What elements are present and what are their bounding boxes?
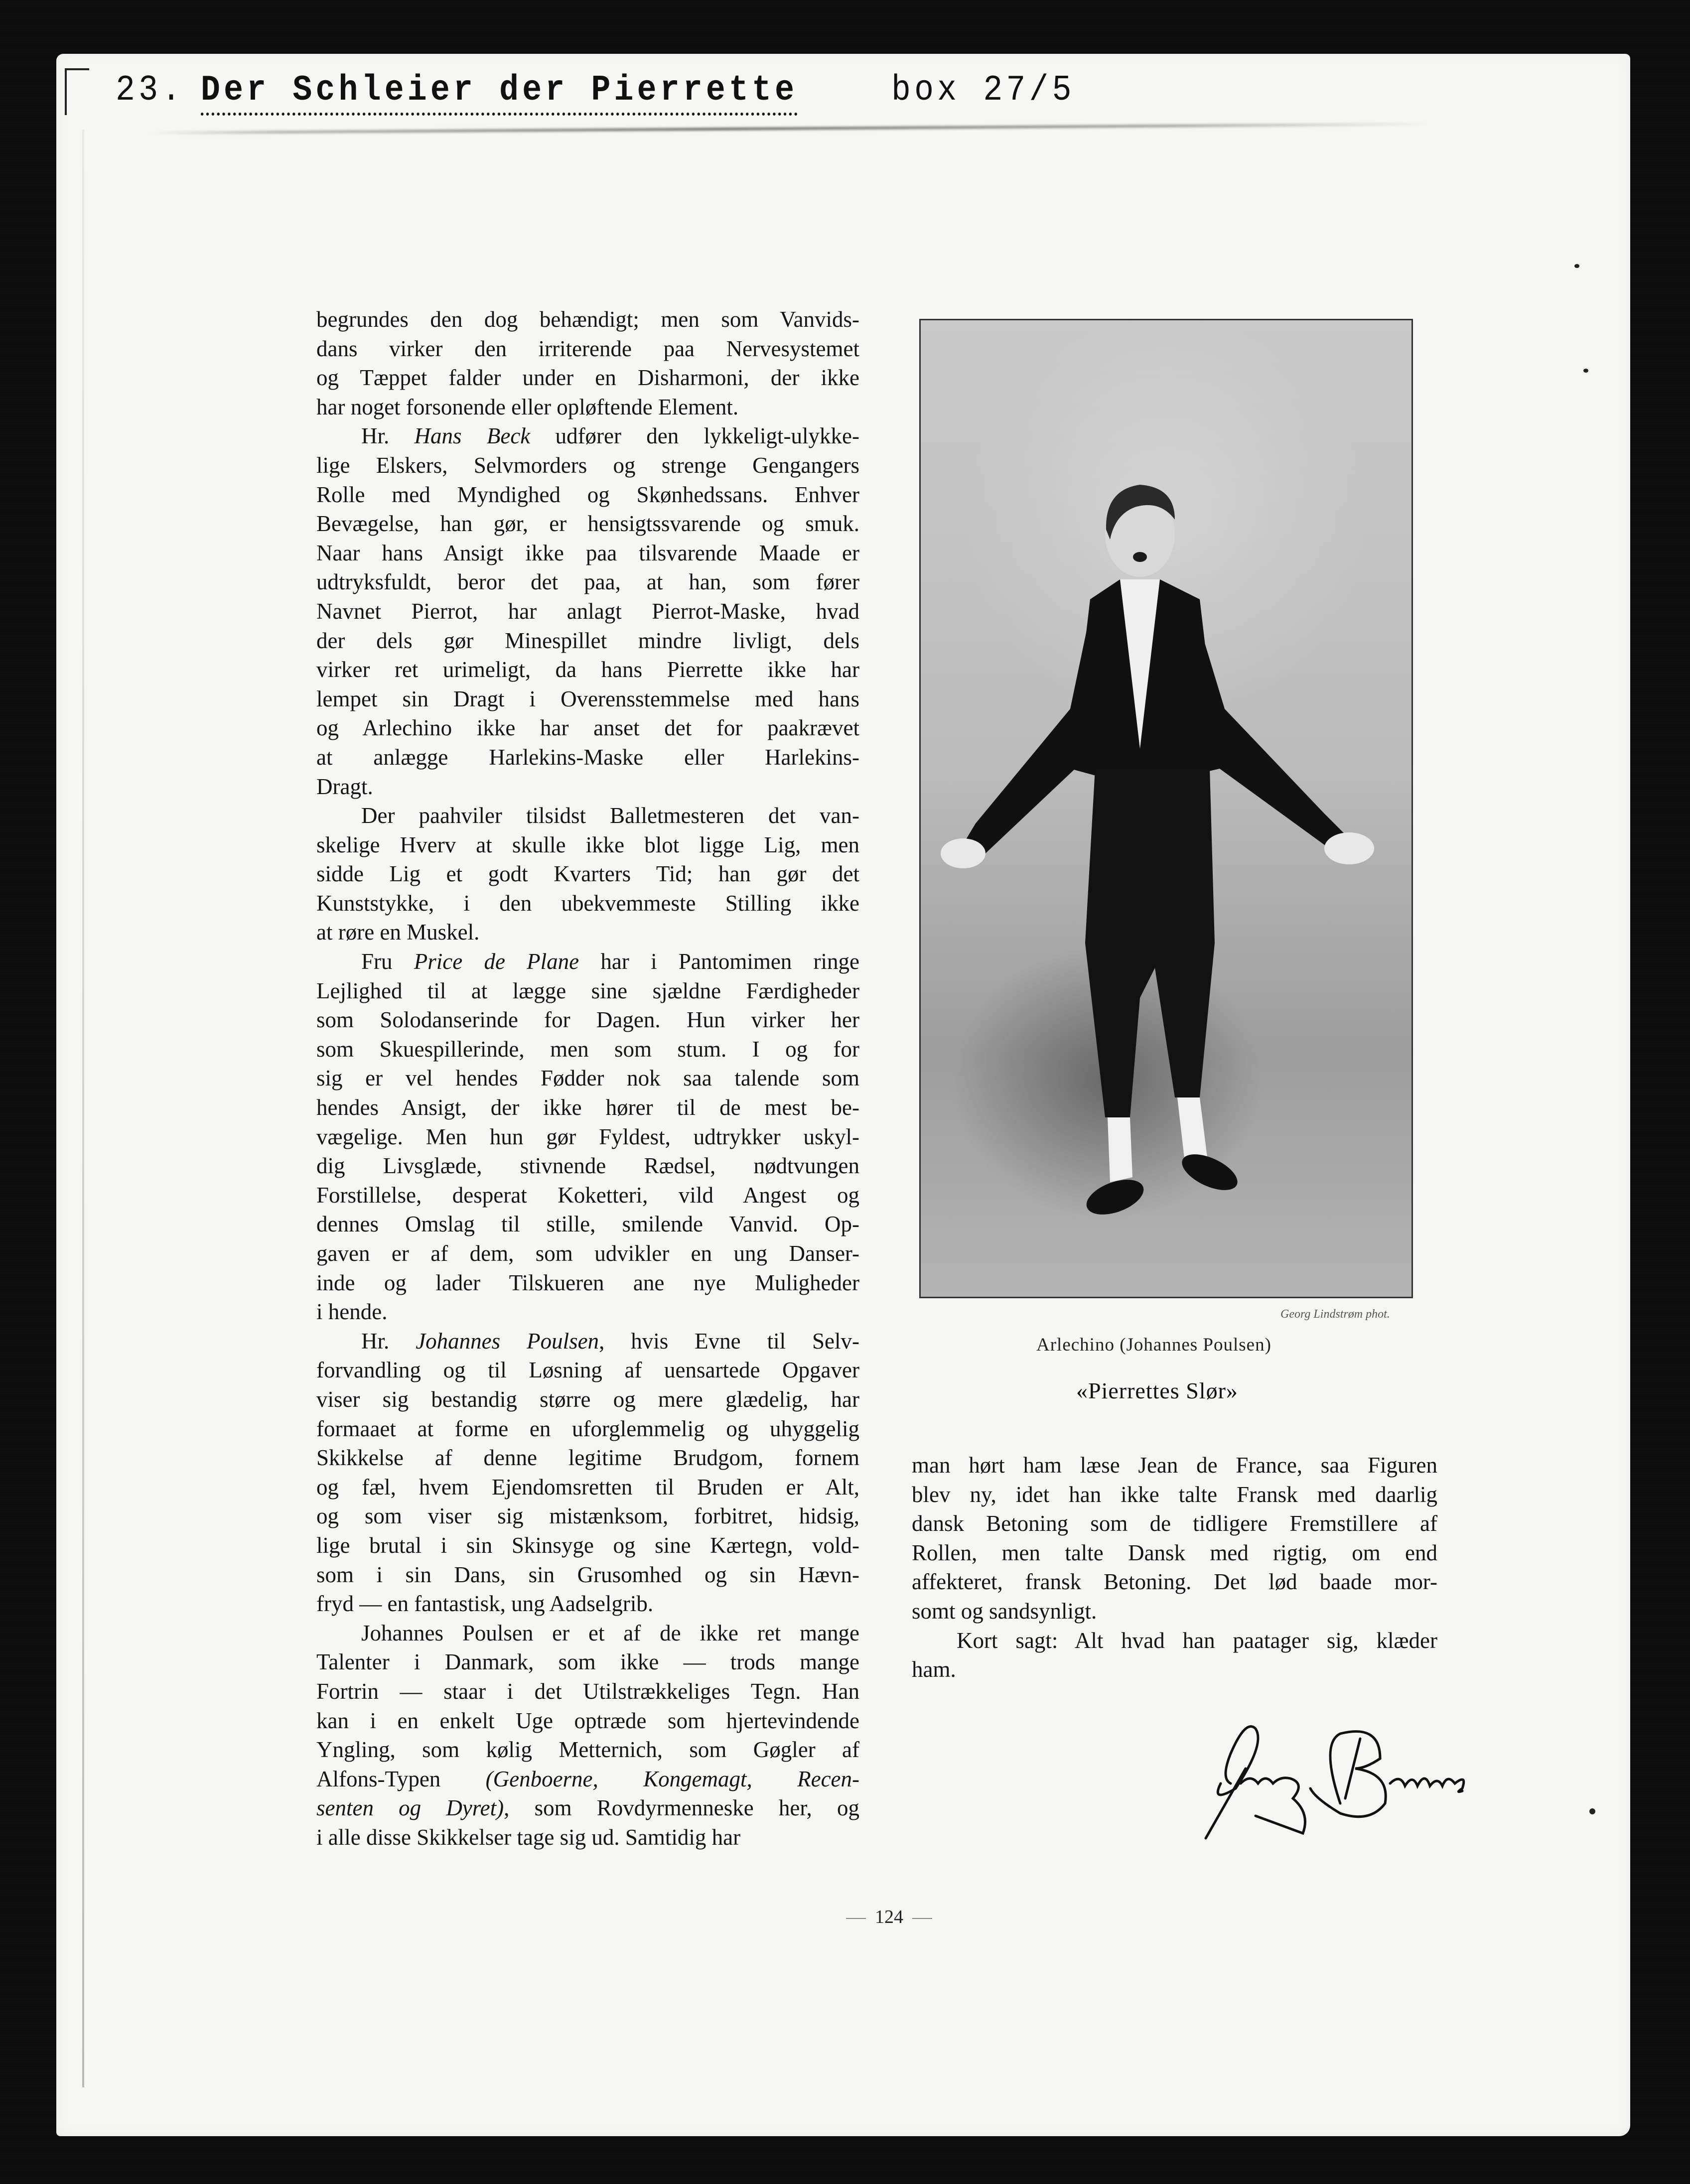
text-line: Bevægelse, han gør, er hensigtssvarende og smuk.	[316, 511, 859, 537]
figure-trousers	[1085, 769, 1215, 1117]
photo-arlechino	[919, 319, 1413, 1298]
text-line: man hørt ham læse Jean de France, saa Figuren	[912, 1453, 1437, 1478]
text-line: affekteret, fransk Betoning. Det lød baade mor-	[912, 1569, 1437, 1595]
text-line: gaven er af dem, som udvikler en ung Danser-	[316, 1241, 859, 1266]
text-line: Skikkelse af denne legitime Brudgom, fornem	[316, 1445, 859, 1471]
paragraph	[316, 801, 859, 947]
text-line: Fru Price de Plane har i Pantomimen ringe	[361, 949, 860, 974]
text-line: formaaet at forme en uforglemmelig og uhyggelig	[316, 1416, 859, 1441]
text-line: og fæl, hvem Ejendomsretten til Bruden er Alt,	[316, 1474, 859, 1500]
text-line: at røre en Muskel.	[316, 920, 480, 945]
text-line: udtryksfuldt, beror det paa, at han, som fører	[316, 569, 859, 595]
paragraph	[316, 947, 859, 1327]
italic-name: Hans Beck	[414, 423, 531, 449]
text-line: Lejlighed til at lægge sine sjældne Færdigheder	[316, 978, 859, 1003]
text-line: lige Elskers, Selvmorders og strenge Gengangers	[316, 452, 859, 478]
text-line: og Tæppet falder under en Disharmoni, der ikke	[316, 365, 859, 391]
text-line: viser sig bestandig større og mere glædelig, har	[316, 1386, 859, 1412]
corner-bracket-mark	[65, 68, 89, 115]
text-line: blev ny, idet han ikke talte Fransk med daarlig	[912, 1482, 1437, 1507]
text-line: inde og lader Tilskueren ane nye Muligheder	[316, 1270, 859, 1295]
paragraph	[912, 1451, 1437, 1626]
paragraph	[316, 421, 859, 801]
text-line: hendes Ansigt, der ikke hører til de mest be-	[316, 1095, 859, 1120]
text-line: Hr. Hans Beck udfører den lykkeligt-ulykke-	[361, 423, 859, 449]
page-number-dash-left	[846, 1918, 866, 1919]
text-line: Talenter i Danmark, som ikke — trods mange	[316, 1649, 859, 1675]
text-line: og Arlechino ikke har anset det for paakrævet	[316, 715, 859, 741]
text-line: som Solodanserinde for Dagen. Hun virker her	[316, 1007, 859, 1033]
text-line: som i sin Dans, sin Grusomhed og sin Hævn-	[316, 1562, 859, 1587]
page-number-dash-right	[912, 1918, 932, 1919]
text-line: dansk Betoning som de tidligere Fremstillere af	[912, 1511, 1437, 1536]
text-line: ham.	[912, 1657, 956, 1682]
text-line: og som viser sig mistænksom, forbitret, hidsig,	[316, 1503, 859, 1529]
text-line: dennes Omslag til stille, smilende Vanvid. Op-	[316, 1212, 859, 1237]
figure-right-hand	[1324, 832, 1374, 864]
text-line: fryd — en fantastisk, ung Aadselgrib.	[316, 1591, 654, 1617]
text-line: lempet sin Dragt i Overensstemmelse med hans	[316, 686, 859, 711]
text-line: Hr. Johannes Poulsen, hvis Evne til Selv-	[361, 1328, 860, 1354]
text-line: somt og sandsynligt.	[912, 1598, 1097, 1624]
photo-credit: Georg Lindstrøm phot.	[1280, 1308, 1390, 1321]
paragraph	[316, 1619, 859, 1852]
page-gutter-shadow	[82, 130, 84, 2087]
text-line: kan i en enkelt Uge optræde som hjertevindende	[316, 1708, 859, 1733]
text-line: Rolle med Myndighed og Skønhedssans. Enhver	[316, 482, 859, 507]
text-line: Der paahviler tilsidst Balletmesteren det van-	[361, 803, 859, 828]
paragraph	[316, 1327, 859, 1619]
figure-left-stocking	[1108, 1117, 1132, 1182]
text-line: virker ret urimeligt, da hans Pierrette ikke har	[316, 657, 859, 682]
text-line: lige brutal i sin Skinsyge og sine Kærtegn, vold-	[316, 1532, 859, 1558]
text-line: i hende.	[316, 1299, 388, 1325]
text-line: Alfons-Typen (Genboerne, Kongemagt, Recen-	[316, 1766, 859, 1791]
italic-name: senten og Dyret)	[316, 1795, 504, 1821]
signature-b-loop	[1310, 1732, 1386, 1817]
signature-eorg	[1241, 1778, 1305, 1833]
running-subtitle: «Pierrettes Slør»	[1076, 1378, 1238, 1403]
paragraph	[316, 305, 859, 421]
text-line: Forstillelse, desperat Koketteri, vild Angest og	[316, 1182, 859, 1208]
text-line: Yngling, som kølig Metternich, som Gøgler af	[316, 1737, 859, 1763]
page-number	[837, 1906, 941, 1928]
text-line: skelige Hverv at skulle ikke blot ligge Lig, men	[316, 832, 859, 857]
scan-speck	[1583, 369, 1588, 373]
page-number-value: 124	[875, 1907, 903, 1927]
work-title: Der Schleier der Pierrette	[201, 70, 798, 116]
figure-left-arm	[961, 602, 1110, 853]
italic-name: Price de Plane	[414, 949, 579, 974]
text-line: Kort sagt: Alt hvad han paatager sig, klæder	[957, 1628, 1437, 1653]
text-line: dig Livsglæde, stivnende Rædsel, nødtvungen	[316, 1153, 859, 1179]
italic-name: Johannes Poulsen	[416, 1328, 599, 1354]
text-line: der dels gør Minespillet mindre livligt, dels	[316, 628, 859, 653]
item-number: 23.	[116, 70, 185, 111]
text-line: Fortrin — staar i det Utilstrækkeliges Tegn. Han	[316, 1678, 859, 1704]
text-line: senten og Dyret), som Rovdyrmenneske her, og	[316, 1795, 859, 1821]
figure-illustration	[921, 320, 1411, 1297]
text-line: har noget forsonende eller opløftende Element.	[316, 394, 739, 419]
text-line: sig er vel hendes Fødder nok saa talende som	[316, 1066, 859, 1091]
text-line: forvandling og til Løsning af uensartede Opgaver	[316, 1358, 859, 1383]
text-line: begrundes den dog behændigt; men som Vanvids-	[316, 307, 859, 332]
figure-mouth	[1133, 552, 1147, 562]
text-line: Rollen, men talte Dansk med rigtig, om end	[912, 1540, 1437, 1565]
text-line: som Skuespillerinde, men som stum. I og for	[316, 1036, 859, 1062]
text-line: Kunststykke, i den ubekvemmeste Stilling ikke	[316, 890, 859, 916]
text-line: vægelige. Men hun gør Fyldest, udtrykker uskyl-	[316, 1124, 859, 1149]
right-text-column	[912, 1451, 1437, 1684]
signature-randes	[1390, 1778, 1464, 1792]
text-line: sidde Lig et godt Kvarters Tid; han gør det	[316, 861, 859, 887]
italic-name: (Genboerne, Kongemagt, Recen-	[485, 1766, 859, 1791]
box-reference: box 27/5	[891, 70, 1075, 111]
paragraph	[912, 1626, 1437, 1684]
text-line: at anlægge Harlekins-Maske eller Harlekins-	[316, 744, 859, 770]
signature-g-loop	[1218, 1727, 1258, 1795]
text-line: dans virker den irriterende paa Nervesystemet	[316, 336, 859, 361]
text-line: Johannes Poulsen er et af de ikke ret mange	[361, 1620, 859, 1645]
text-line: Naar hans Ansigt ikke paa tilsvarende Maade er	[316, 540, 859, 565]
figure-right-stocking	[1177, 1097, 1207, 1162]
photo-caption: Arlechino (Johannes Poulsen)	[1036, 1335, 1271, 1355]
scan-speck	[1589, 1808, 1595, 1814]
handwritten-signature	[1191, 1714, 1480, 1843]
scan-speck	[1574, 264, 1579, 268]
text-line: Navnet Pierrot, har anlagt Pierrot-Maske, hvad	[316, 598, 859, 624]
left-text-column	[316, 305, 859, 1852]
text-line: Dragt.	[316, 774, 373, 799]
figure-left-hand	[941, 838, 986, 868]
text-line: i alle disse Skikkelser tage sig ud. Samtidig har	[316, 1824, 741, 1850]
